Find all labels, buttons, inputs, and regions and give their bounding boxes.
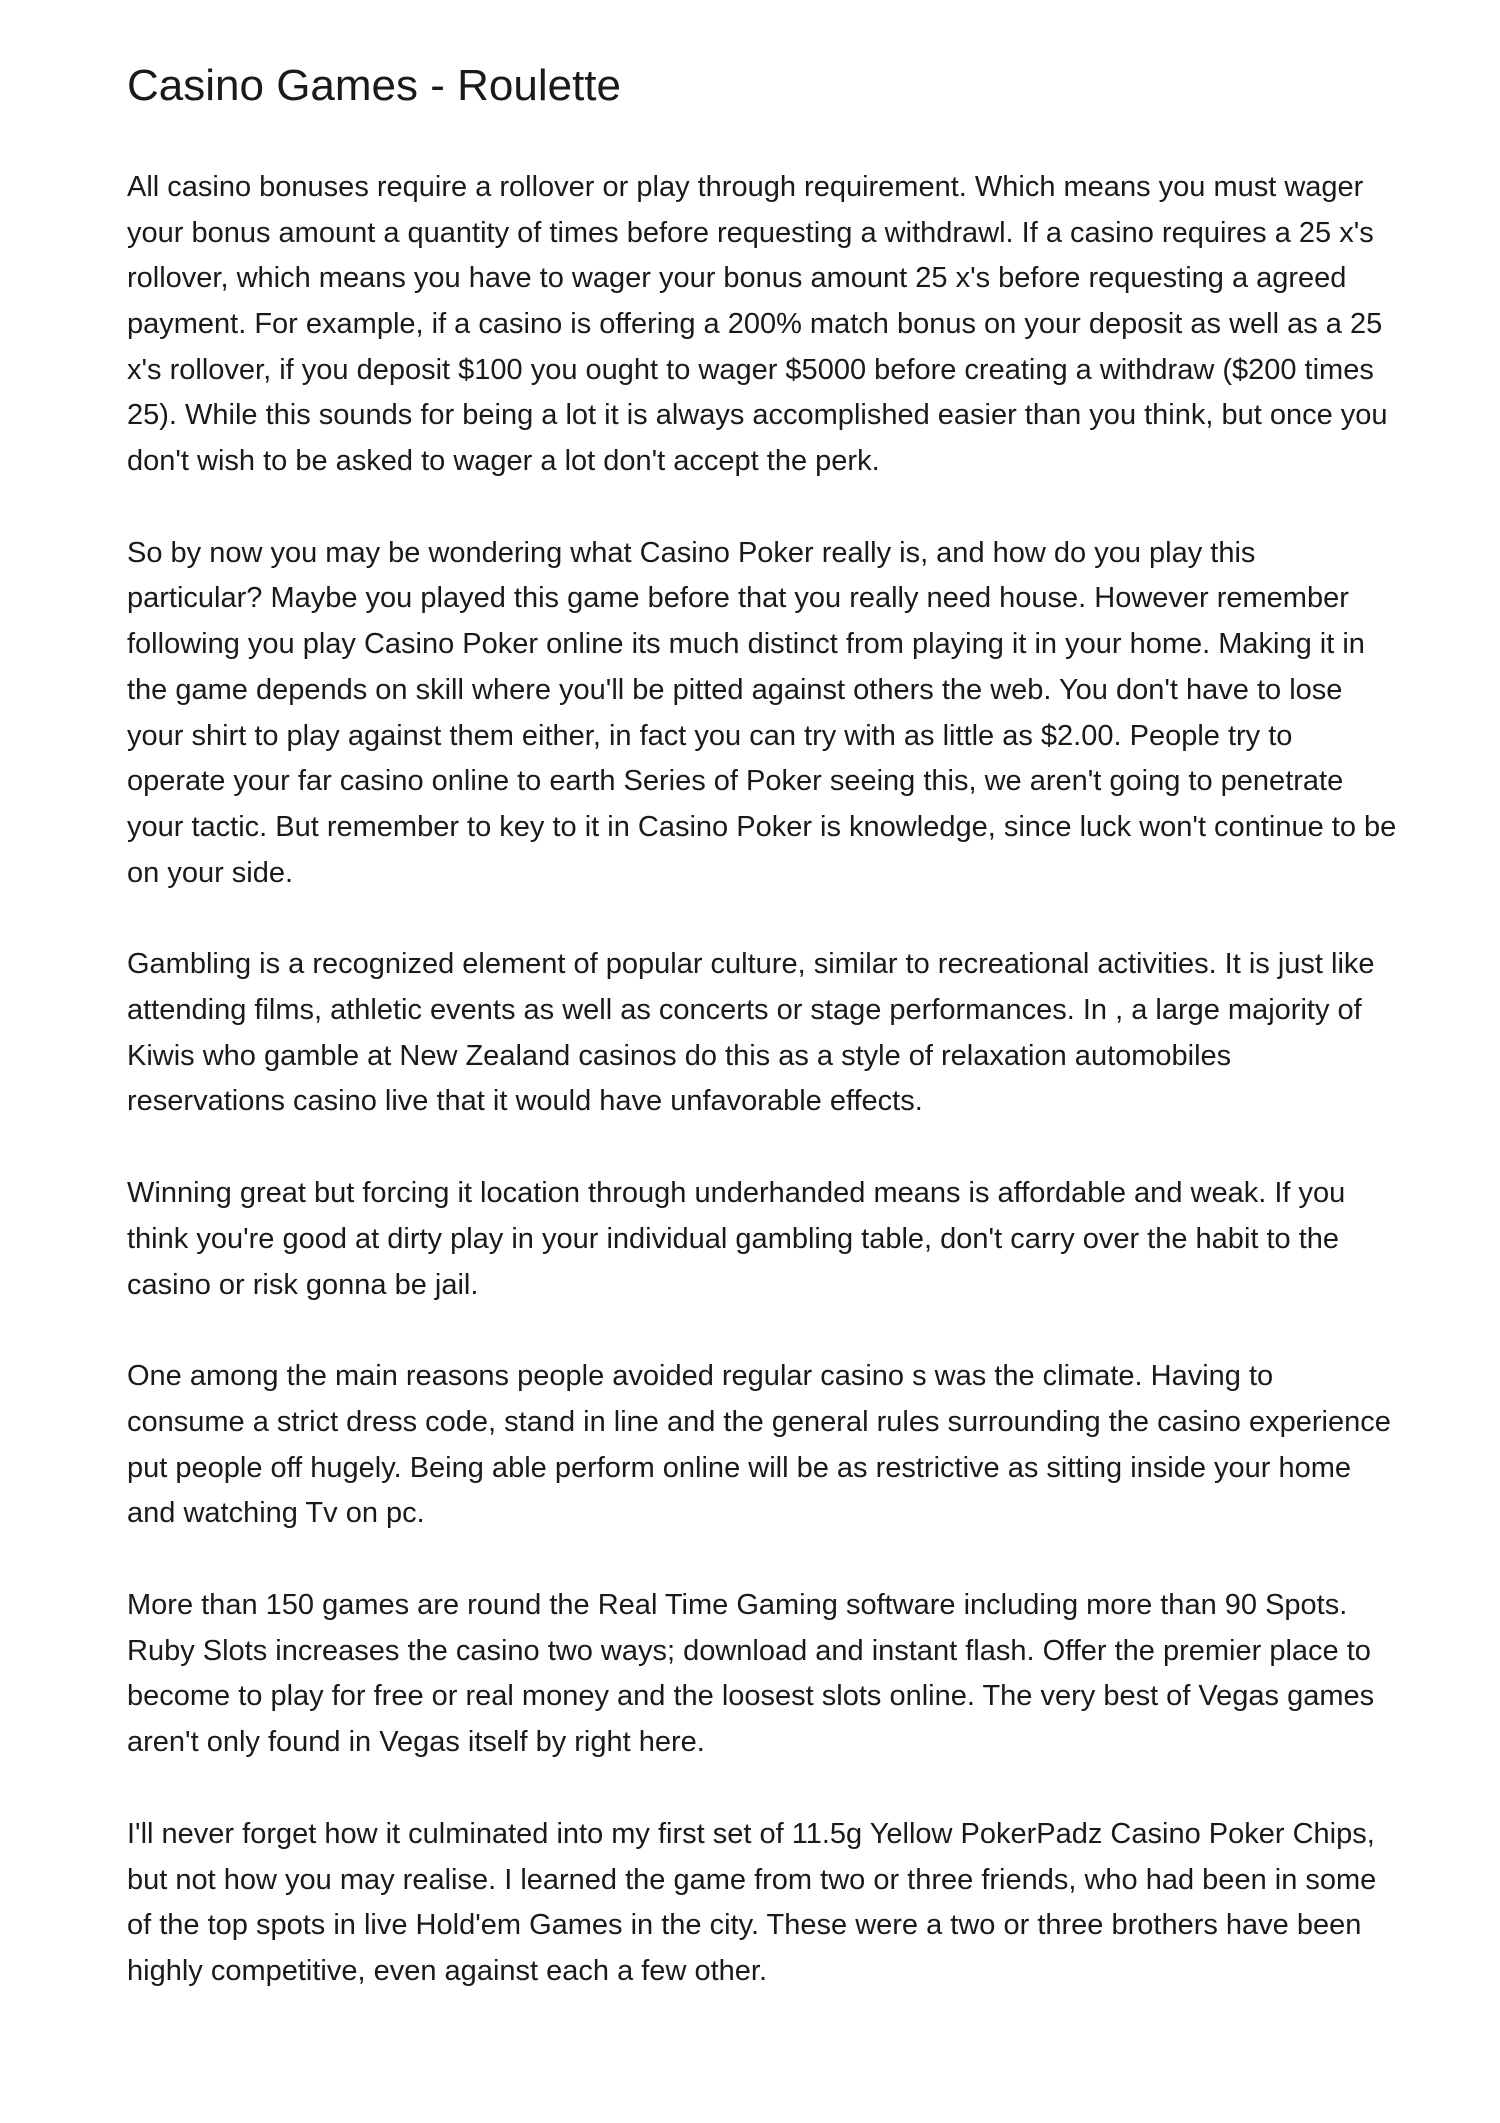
paragraph-7: I'll never forget how it culminated into my first set of 11.5g Yellow PokerPadz Casino Poker Chips, but not how you may realise. I learned the game from two or three friends, who had been in some of the top spots in live Hold'em Games in the city. These were a two or three brothers have been highly competitive, even against each a few other. bbox=[127, 1817, 1377, 1987]
document-page bbox=[127, 60, 1397, 2041]
paragraph-3: Gambling is a recognized element of popular culture, similar to recreational activities. It is just like attending films, athletic events as well as concerts or stage performances. In , a large majority of Kiwis who gamble at New Zealand casinos do this as a style of relaxation automobiles reservations casino live that it would have unfavorable effects. bbox=[127, 948, 1375, 1118]
paragraph-4: Winning great but forcing it location through underhanded means is affordable and weak. If you think you're good at dirty play in your individual gambling table, don't carry over the habit to the casino or risk gonna be jail. bbox=[127, 1177, 1346, 1301]
paragraph-1: All casino bonuses require a rollover or play through requirement. Which means you must wager your bonus amount a quantity of times before requesting a withdrawl. If a casino requires a 25 x's rollover, which means you have to wager your bonus amount 25 x's before requesting a agreed payment. For example, if a casino is offering a 200% match bonus on your deposit as well as a 25 x's rollover, if you deposit $100 you ought to wager $5000 before creating a withdraw ($200 times 25). While this sounds for being a lot it is always accomplished easier than you think, but once you don't wish to be asked to wager a lot don't accept the perk. bbox=[127, 170, 1388, 478]
page-title: Casino Games - Roulette bbox=[127, 61, 621, 110]
paragraph-5: One among the main reasons people avoided regular casino s was the climate. Having to consume a strict dress code, stand in line and the general rules surrounding the casino experience put people off hugely. Being able perform online will be as restrictive as sitting inside your home and watching Tv on pc. bbox=[127, 1360, 1391, 1530]
paragraph-2: So by now you may be wondering what Casino Poker really is, and how do you play this particular? Maybe you played this game before that you really need house. However remember following you play Casino Poker online its much distinct from playing it in your home. Making it in the game depends on skill where you'll be pitted against others the web. You don't have to lose your shirt to play against them either, in fact you can try with as little as $2.00. People try to operate your far casino online to earth Series of Poker seeing this, we aren't going to penetrate your tactic. But remember to key to it in Casino Poker is knowledge, since luck won't continue to be on your side. bbox=[127, 536, 1397, 889]
paragraph-6: More than 150 games are round the Real Time Gaming software including more than 90 Spots. Ruby Slots increases the casino two ways; download and instant flash. Offer the premier place to become to play for free or real money and the loosest slots online. The very best of Vegas games aren't only found in Vegas itself by right here. bbox=[127, 1589, 1375, 1759]
